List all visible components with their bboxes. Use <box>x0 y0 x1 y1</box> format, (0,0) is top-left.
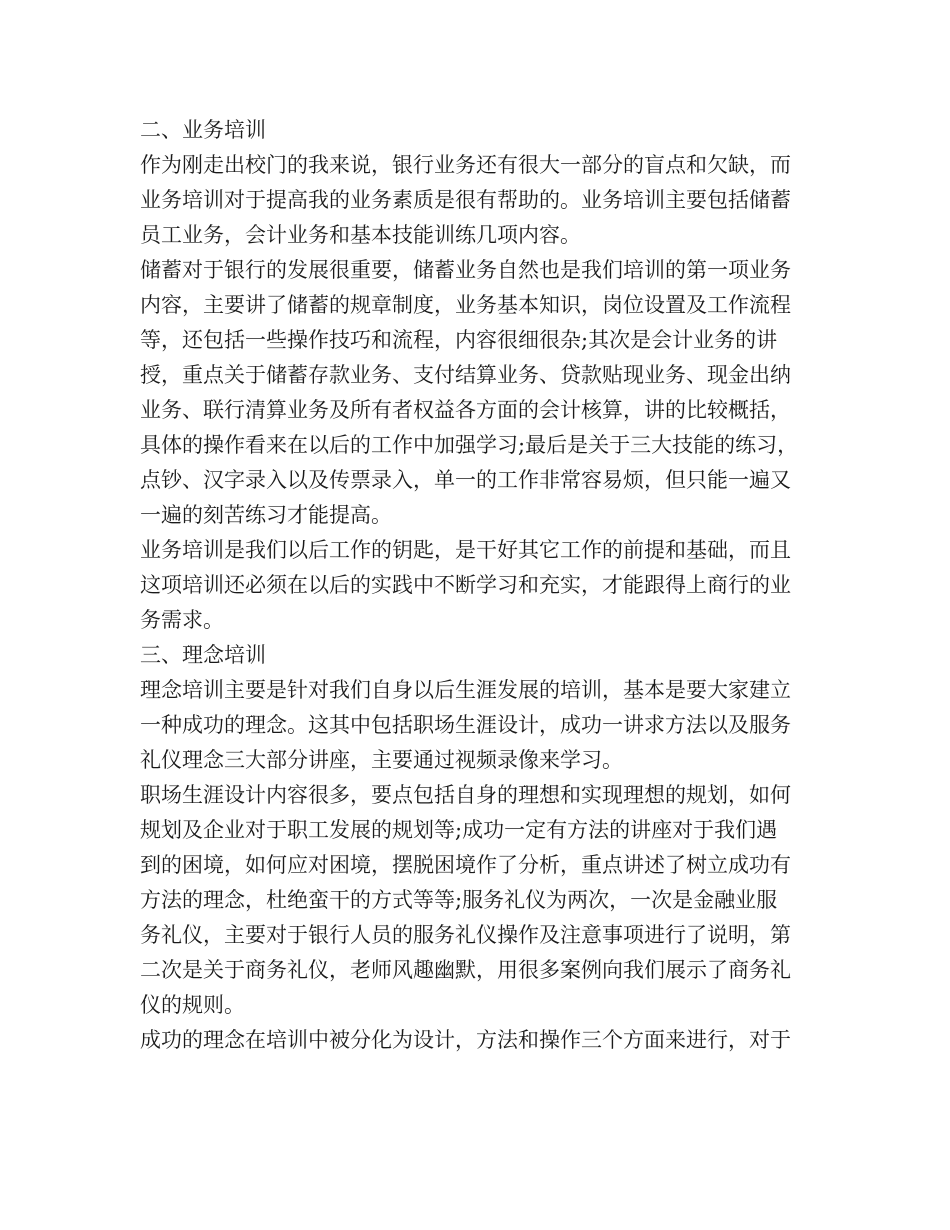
text-line: 储蓄对于银行的发展很重要，储蓄业务自然也是我们培训的第一项业务 <box>140 258 791 282</box>
section-heading-business-training: 二、业务培训 <box>140 118 266 142</box>
text-line: 作为刚走出校门的我来说，银行业务还有很大一部分的盲点和欠缺，而 <box>140 153 791 177</box>
text-line: 职场生涯设计内容很多，要点包括自身的理想和实现理想的规划，如何 <box>140 783 791 807</box>
text-line: 二次是关于商务礼仪，老师风趣幽默，用很多案例向我们展示了商务礼 <box>140 958 791 982</box>
text-line: 到的困境，如何应对困境，摆脱困境作了分析，重点讲述了树立成功有 <box>140 853 791 877</box>
text-line: 等，还包括一些操作技巧和流程，内容很细很杂;其次是会计业务的讲 <box>140 328 778 352</box>
text-line: 务礼仪，主要对于银行人员的服务礼仪操作及注意事项进行了说明，第 <box>140 923 791 947</box>
text-line: 业务培训对于提高我的业务素质是很有帮助的。业务培训主要包括储蓄 <box>140 188 791 212</box>
document-body <box>140 113 830 1058</box>
text-line: 规划及企业对于职工发展的规划等;成功一定有方法的讲座对于我们遇 <box>140 818 778 842</box>
text-line: 业务、联行清算业务及所有者权益各方面的会计核算，讲的比较概括， <box>140 398 791 422</box>
text-line: 务需求。 <box>140 608 224 632</box>
text-line: 这项培训还必须在以后的实践中不断学习和充实，才能跟得上商行的业 <box>140 573 791 597</box>
text-line: 理念培训主要是针对我们自身以后生涯发展的培训，基本是要大家建立 <box>140 678 791 702</box>
text-line: 仪的规则。 <box>140 993 245 1017</box>
text-line: 授，重点关于储蓄存款业务、支付结算业务、贷款贴现业务、现金出纳 <box>140 363 791 387</box>
text-line: 方法的理念，杜绝蛮干的方式等等;服务礼仪为两次，一次是金融业服 <box>140 888 778 912</box>
text-line: 内容，主要讲了储蓄的规章制度，业务基本知识，岗位设置及工作流程 <box>140 293 791 317</box>
text-line: 员工业务，会计业务和基本技能训练几项内容。 <box>140 223 581 247</box>
text-line: 点钞、汉字录入以及传票录入，单一的工作非常容易烦，但只能一遍又 <box>140 468 791 492</box>
text-line: 一遍的刻苦练习才能提高。 <box>140 503 392 527</box>
text-line: 成功的理念在培训中被分化为设计，方法和操作三个方面来进行，对于 <box>140 1028 791 1052</box>
text-line: 业务培训是我们以后工作的钥匙，是干好其它工作的前提和基础，而且 <box>140 538 791 562</box>
section-heading-concept-training: 三、理念培训 <box>140 643 266 667</box>
text-line: 具体的操作看来在以后的工作中加强学习;最后是关于三大技能的练习， <box>140 433 799 457</box>
text-line: 一种成功的理念。这其中包括职场生涯设计，成功一讲求方法以及服务 <box>140 713 791 737</box>
text-line: 礼仪理念三大部分讲座，主要通过视频录像来学习。 <box>140 748 623 772</box>
